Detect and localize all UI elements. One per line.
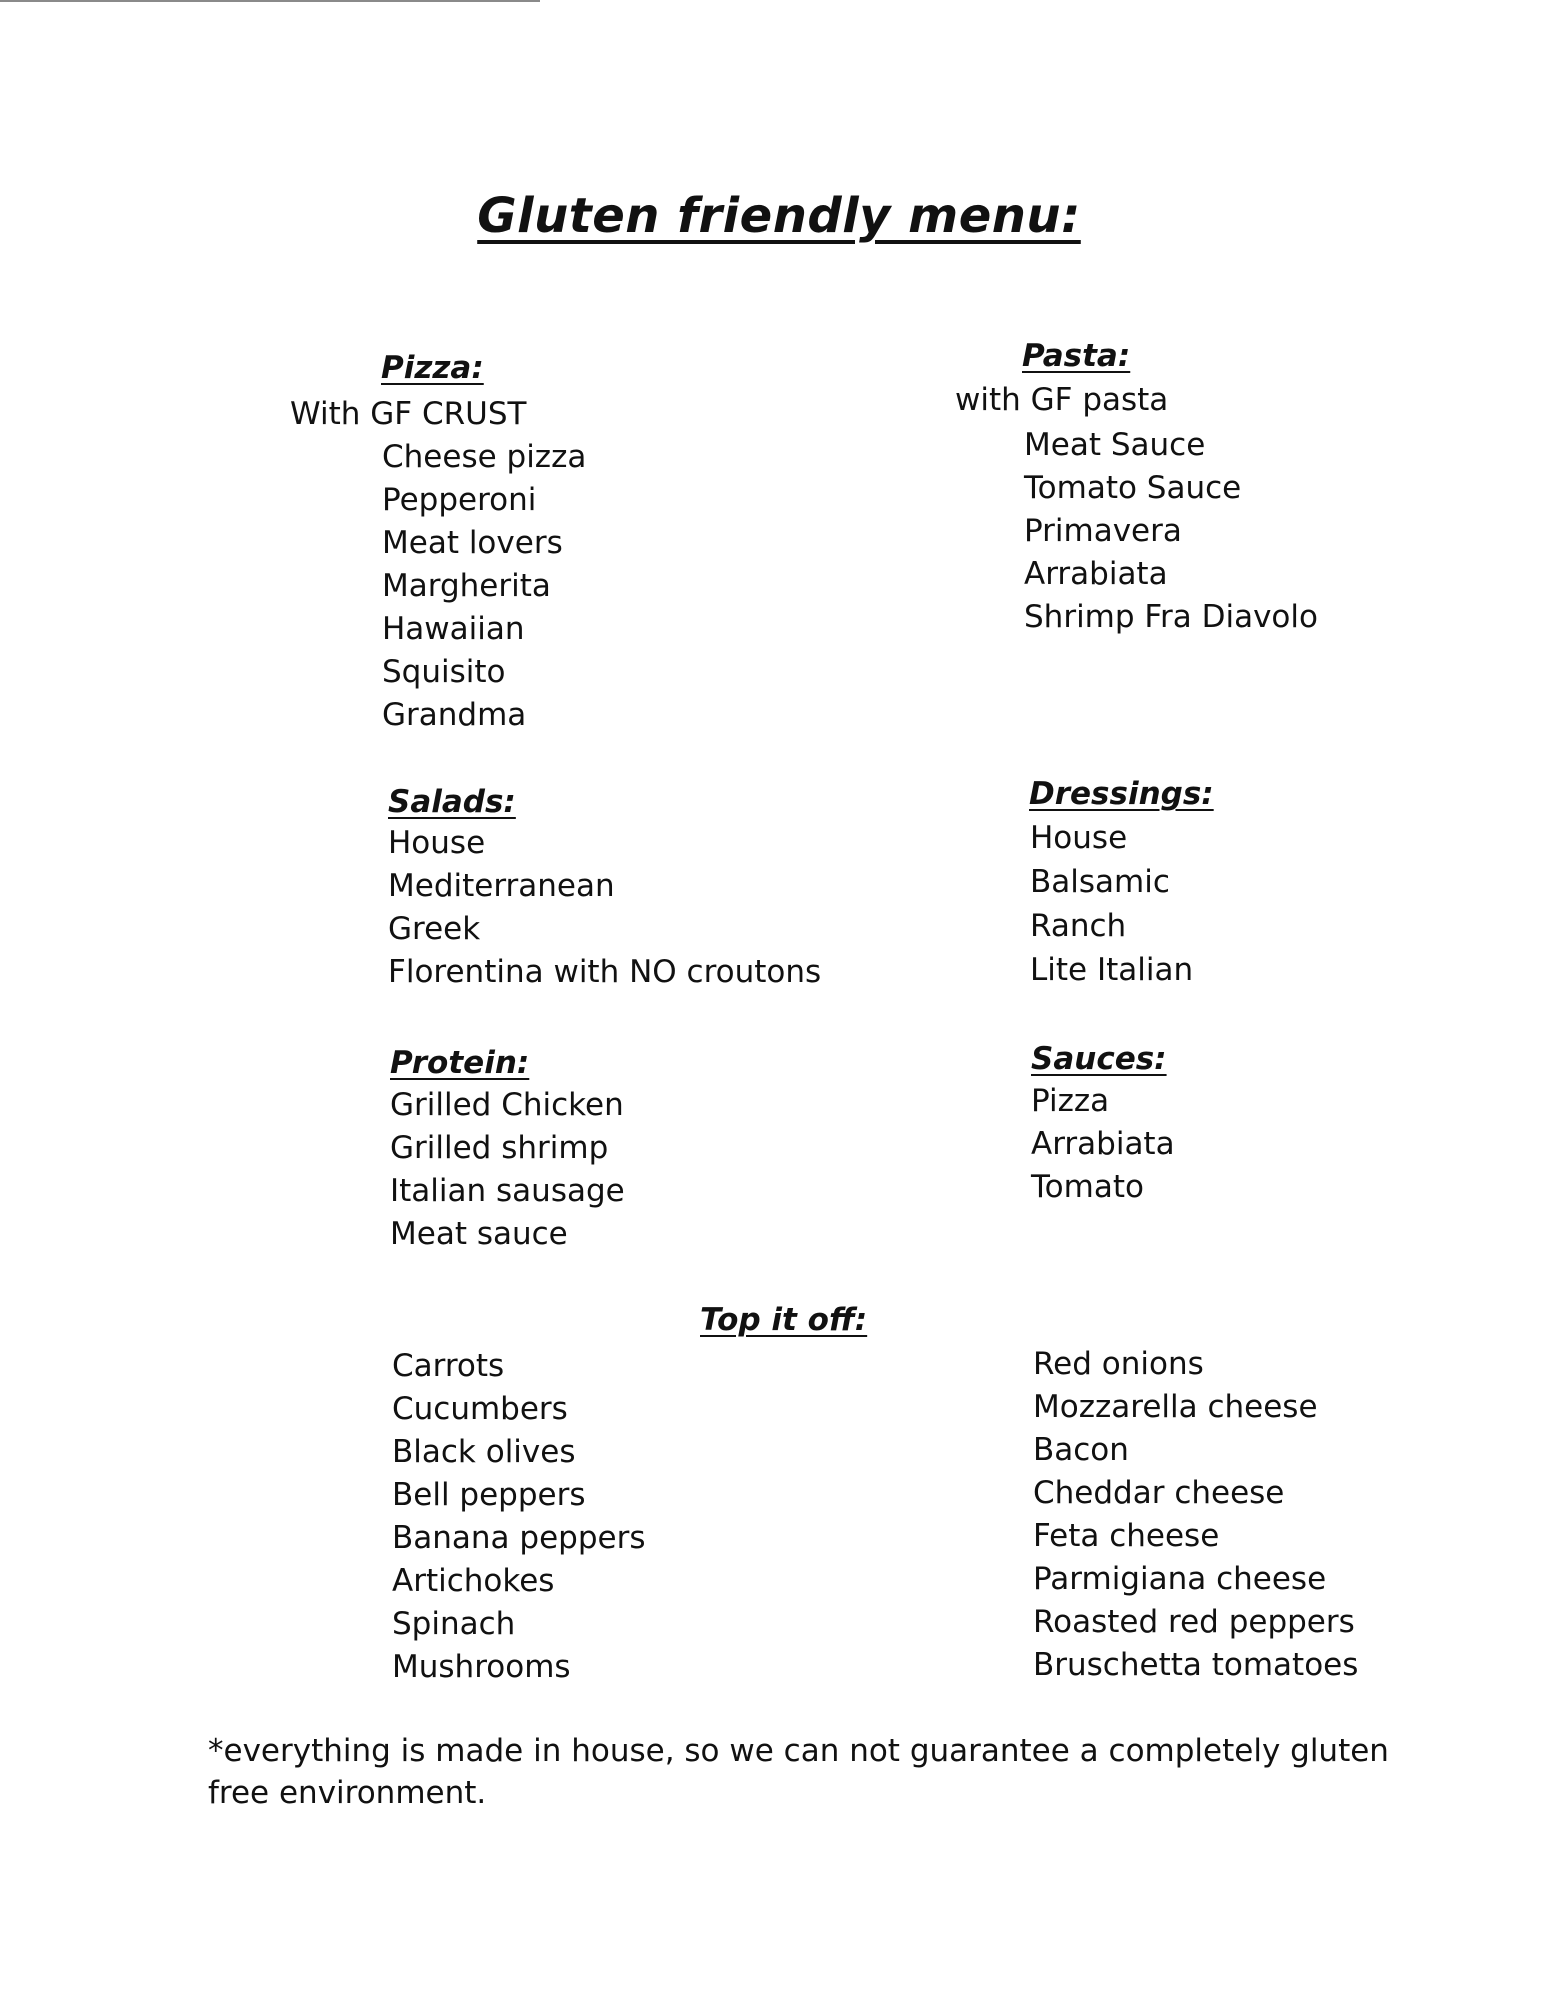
- list-item: Artichokes: [392, 1563, 555, 1599]
- list-item: Meat Sauce: [1024, 427, 1206, 463]
- list-item: Margherita: [382, 568, 551, 604]
- list-item: Spinach: [392, 1606, 516, 1642]
- list-item: Cheddar cheese: [1033, 1475, 1285, 1511]
- toppings-list-left: [392, 1345, 645, 1689]
- list-item: Red onions: [1033, 1346, 1204, 1382]
- salads-list: [388, 822, 821, 994]
- footnote-disclaimer: *everything is made in house, so we can not guarantee a completely gluten free environment.: [208, 1733, 1389, 1811]
- list-item: Florentina with NO croutons: [388, 954, 822, 990]
- sauces-heading: Sauces:: [1031, 1041, 1167, 1077]
- list-item: Banana peppers: [392, 1520, 646, 1556]
- list-item: Arrabiata: [1024, 556, 1168, 592]
- list-item: House: [1030, 820, 1128, 856]
- list-item: Bacon: [1033, 1432, 1129, 1468]
- list-item: Meat lovers: [382, 525, 563, 561]
- pizza-list: [382, 436, 586, 737]
- list-item: Roasted red peppers: [1033, 1604, 1355, 1640]
- toppings-list-right: [1033, 1343, 1358, 1687]
- list-item: Lite Italian: [1030, 952, 1194, 988]
- list-item: Balsamic: [1030, 864, 1170, 900]
- dressings-heading: Dressings:: [1029, 776, 1214, 812]
- list-item: Arrabiata: [1031, 1126, 1175, 1162]
- list-item: Cucumbers: [392, 1391, 568, 1427]
- list-item: Bruschetta tomatoes: [1033, 1647, 1359, 1683]
- list-item: Tomato: [1031, 1169, 1144, 1205]
- list-item: Pizza: [1031, 1083, 1110, 1119]
- list-item: Grilled shrimp: [390, 1130, 609, 1166]
- list-item: Hawaiian: [382, 611, 525, 647]
- list-item: Carrots: [392, 1348, 505, 1384]
- list-item: Black olives: [392, 1434, 576, 1470]
- pizza-heading: Pizza:: [381, 350, 484, 386]
- list-item: Cheese pizza: [382, 439, 587, 475]
- protein-list: [390, 1084, 625, 1256]
- toppings-heading: Top it off:: [700, 1302, 868, 1338]
- list-item: Ranch: [1030, 908, 1127, 944]
- pasta-heading: Pasta:: [1022, 338, 1131, 374]
- list-item: Primavera: [1024, 513, 1182, 549]
- list-item: Parmigiana cheese: [1033, 1561, 1327, 1597]
- protein-heading: Protein:: [390, 1045, 530, 1081]
- list-item: Squisito: [382, 654, 506, 690]
- list-item: Feta cheese: [1033, 1518, 1220, 1554]
- sauces-list: [1031, 1080, 1175, 1209]
- list-item: Grilled Chicken: [390, 1087, 624, 1123]
- pizza-subheading: With GF CRUST: [290, 396, 527, 432]
- page-title: Gluten friendly menu:: [477, 188, 1081, 244]
- list-item: Mushrooms: [392, 1649, 571, 1685]
- scan-edge-line: [0, 0, 540, 2]
- list-item: Greek: [388, 911, 481, 947]
- salads-heading: Salads:: [388, 784, 516, 820]
- list-item: Grandma: [382, 697, 527, 733]
- list-item: Mozzarella cheese: [1033, 1389, 1318, 1425]
- list-item: Bell peppers: [392, 1477, 586, 1513]
- pasta-subheading: with GF pasta: [955, 382, 1169, 418]
- list-item: Shrimp Fra Diavolo: [1024, 599, 1318, 635]
- list-item: Pepperoni: [382, 482, 537, 518]
- pasta-list: [1024, 424, 1318, 639]
- list-item: Tomato Sauce: [1024, 470, 1242, 506]
- dressings-list: [1030, 816, 1193, 992]
- list-item: House: [388, 825, 486, 861]
- list-item: Mediterranean: [388, 868, 615, 904]
- list-item: Meat sauce: [390, 1216, 568, 1252]
- list-item: Italian sausage: [390, 1173, 625, 1209]
